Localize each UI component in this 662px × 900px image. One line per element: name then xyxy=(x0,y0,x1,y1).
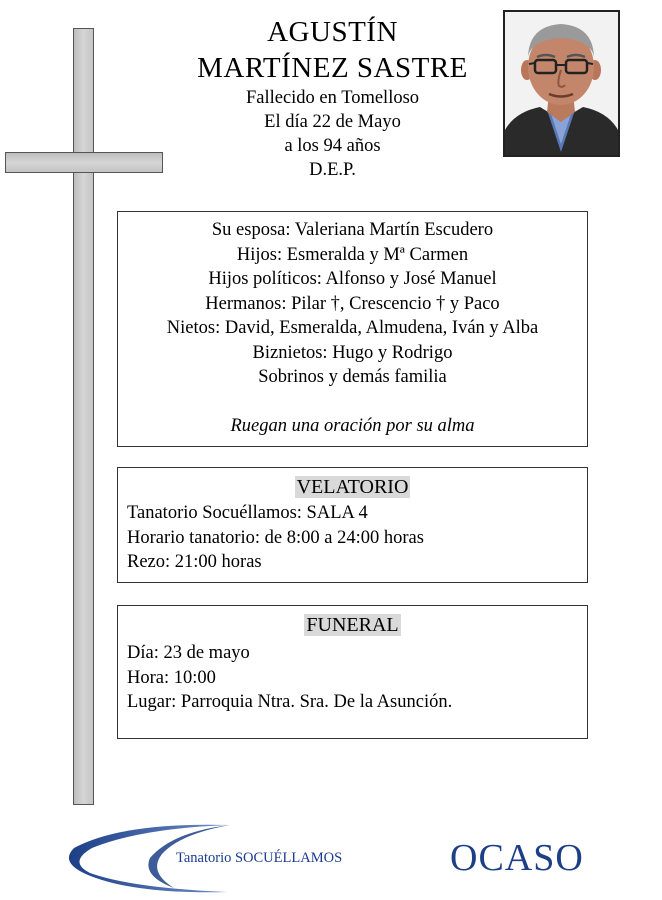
portrait-icon xyxy=(505,12,618,155)
family-line-other-relatives: Sobrinos y demás familia xyxy=(258,367,447,387)
dep-label: D.E.P. xyxy=(309,160,356,180)
obituary-header xyxy=(170,14,495,182)
place-of-death: Fallecido en Tomelloso xyxy=(245,88,420,108)
tanatorio-logo-text: Tanatorio SOCUÉLLAMOS xyxy=(176,850,343,866)
funeral-heading xyxy=(118,613,587,638)
velatorio-heading xyxy=(118,475,587,500)
family-mourners-box xyxy=(117,211,588,447)
family-line-spouse: Su esposa: Valeriana Martín Escudero xyxy=(211,220,494,240)
funeral-place: Lugar: Parroquia Ntra. Sra. De la Asunción. xyxy=(127,692,453,712)
funeral-box xyxy=(117,605,588,739)
funeral-details xyxy=(118,641,587,715)
funeral-date: Día: 23 de mayo xyxy=(127,643,250,663)
velatorio-title: VELATORIO xyxy=(296,476,409,498)
cross-horizontal-beam xyxy=(5,152,163,173)
ocaso-logo-text: OCASO xyxy=(450,837,584,879)
family-line-in-laws: Hijos políticos: Alfonso y José Manuel xyxy=(208,269,497,289)
deceased-surnames: MARTÍNEZ SASTRE xyxy=(197,52,468,84)
funeral-title: FUNERAL xyxy=(306,614,399,636)
funeral-time: Hora: 10:00 xyxy=(127,667,216,688)
velatorio-prayer-time: Rezo: 21:00 horas xyxy=(127,552,262,572)
date-of-death: El día 22 de Mayo xyxy=(264,112,401,132)
family-line-great-grandchildren: Biznietos: Hugo y Rodrigo xyxy=(252,342,453,363)
velatorio-hours: Horario tanatorio: de 8:00 a 24:00 horas xyxy=(127,527,424,548)
age-at-death: a los 94 años xyxy=(284,136,381,156)
deceased-first-name: AGUSTÍN xyxy=(267,16,398,48)
velatorio-box xyxy=(117,467,588,583)
family-line-children: Hijos: Esmeralda y Mª Carmen xyxy=(236,244,469,265)
prayer-request: Ruegan una oración por su alma xyxy=(230,415,475,436)
velatorio-details xyxy=(118,501,587,575)
cross-vertical-beam xyxy=(73,28,94,805)
velatorio-location: Tanatorio Socuéllamos: SALA 4 xyxy=(127,503,368,523)
family-line-grandchildren: Nietos: David, Esmeralda, Almudena, Iván y Alba xyxy=(166,318,539,338)
deceased-portrait-photo xyxy=(503,10,620,157)
family-line-siblings: Hermanos: Pilar †, Crescencio † y Paco xyxy=(205,293,500,314)
